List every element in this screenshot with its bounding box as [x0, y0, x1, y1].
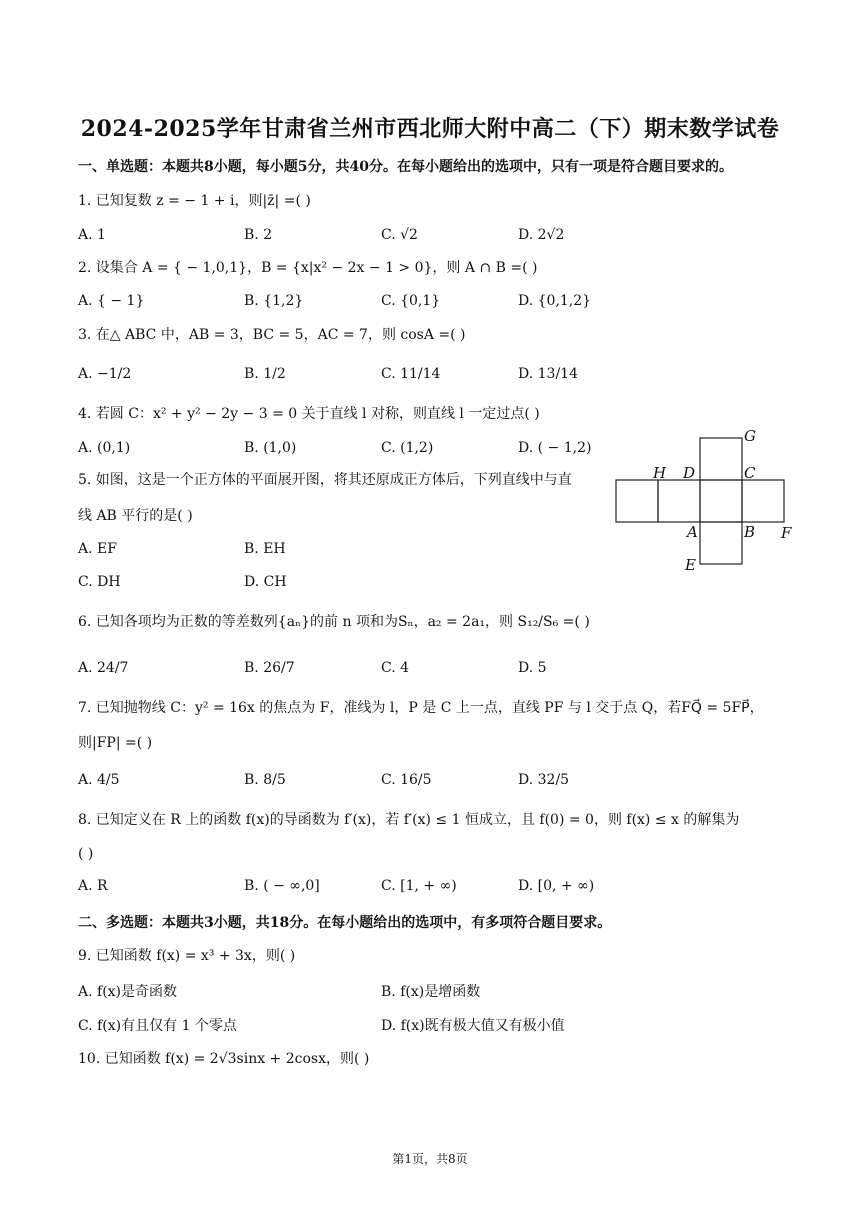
page-footer: 第1页，共8页 [392, 1152, 468, 1166]
q5-option-a: A. EF [78, 541, 117, 557]
question-7-line1: 7. 已知抛物线 C：y² = 16x 的焦点为 F，准线为 l，P 是 C 上一点，直线 PF 与 l 交于点 Q，若FQ⃗ = 5FP⃗， [78, 700, 764, 716]
question-10: 10. 已知函数 f(x) = 2√3sinx + 2cosx，则( ) [78, 1051, 370, 1067]
question-7-line2: 则|FP| =( ) [78, 735, 153, 751]
label-d: D [683, 464, 696, 482]
question-5-line2: 线 AB 平行的是( ) [78, 508, 193, 524]
q9-option-b: B. f(x)是增函数 [381, 984, 481, 1000]
label-b: B [744, 523, 756, 541]
q1-option-c: C. √2 [381, 227, 418, 243]
question-1: 1. 已知复数 z = − 1 + i，则|z̄| =( ) [78, 193, 311, 209]
q9-option-c: C. f(x)有且仅有 1 个零点 [78, 1018, 237, 1034]
net-square-4 [742, 480, 784, 522]
q8-option-d: D. [0, + ∞) [518, 878, 595, 894]
q2-option-c: C. {0,1} [381, 293, 441, 309]
net-square-2 [658, 480, 700, 522]
q5-option-b: B. EH [244, 541, 286, 557]
q8-option-a: A. R [78, 878, 108, 894]
q3-option-d: D. 13/14 [518, 366, 578, 382]
q6-option-a: A. 24/7 [78, 660, 129, 676]
net-square-3 [700, 480, 742, 522]
q6-option-d: D. 5 [518, 660, 547, 676]
q4-option-a: A. (0,1) [78, 440, 131, 456]
q5-option-c: C. DH [78, 574, 121, 590]
page-title: 2024-2025学年甘肃省兰州市西北师大附中高二（下）期末数学试卷 [80, 116, 780, 142]
q6-option-c: C. 4 [381, 660, 410, 676]
q8-option-c: C. [1, + ∞) [381, 878, 457, 894]
net-square-top [700, 438, 742, 480]
question-6: 6. 已知各项均为正数的等差数列{aₙ}的前 n 项和为Sₙ，a₂ = 2a₁，则 S₁₂/S₆ =( ) [78, 614, 590, 630]
q7-option-b: B. 8/5 [244, 772, 286, 788]
q7-option-a: A. 4/5 [78, 772, 120, 788]
q4-option-c: C. (1,2) [381, 440, 434, 456]
q3-option-a: A. −1/2 [78, 366, 132, 382]
label-a: A [687, 523, 698, 541]
q9-option-d: D. f(x)既有极大值又有极小值 [381, 1018, 565, 1034]
q8-option-b: B. ( − ∞,0] [244, 878, 320, 894]
question-2: 2. 设集合 A = { − 1,0,1}，B = {x|x² − 2x − 1 > 0}，则 A ∩ B =( ) [78, 260, 538, 276]
net-square-1 [616, 480, 658, 522]
q3-option-c: C. 11/14 [381, 366, 441, 382]
q1-option-b: B. 2 [244, 227, 273, 243]
q2-option-a: A. { − 1} [78, 293, 145, 309]
q7-option-d: D. 32/5 [518, 772, 570, 788]
q1-option-a: A. 1 [78, 227, 106, 243]
q2-option-b: B. {1,2} [244, 293, 304, 309]
q2-option-d: D. {0,1,2} [518, 293, 592, 309]
q4-option-d: D. ( − 1,2) [518, 440, 592, 456]
section-multi-choice: 二、多选题：本题共3小题，共18分。在每小题给出的选项中，有多项符合题目要求。 [78, 915, 612, 931]
q5-option-d: D. CH [244, 574, 287, 590]
label-e: E [685, 556, 696, 574]
q7-option-c: C. 16/5 [381, 772, 432, 788]
cube-net-figure [605, 425, 805, 575]
q1-option-d: D. 2√2 [518, 227, 565, 243]
question-8-line1: 8. 已知定义在 R 上的函数 f(x)的导函数为 f′(x)，若 f′(x) ≤ 1 恒成立，且 f(0) = 0，则 f(x) ≤ x 的解集为 [78, 812, 740, 828]
question-3: 3. 在△ ABC 中，AB = 3，BC = 5，AC = 7，则 cosA =( ) [78, 327, 466, 343]
question-8-line2: ( ) [78, 846, 94, 862]
question-5-line1: 5. 如图，这是一个正方体的平面展开图，将其还原成正方体后，下列直线中与直 [78, 472, 572, 488]
question-4: 4. 若圆 C：x² + y² − 2y − 3 = 0 关于直线 l 对称，则直线 l 一定过点( ) [78, 406, 540, 422]
q9-option-a: A. f(x)是奇函数 [78, 984, 178, 1000]
q3-option-b: B. 1/2 [244, 366, 286, 382]
label-g: G [744, 427, 756, 445]
label-f: F [781, 524, 792, 542]
net-square-bottom [700, 522, 742, 564]
label-c: C [744, 464, 756, 482]
q6-option-b: B. 26/7 [244, 660, 295, 676]
question-9: 9. 已知函数 f(x) = x³ + 3x，则( ) [78, 948, 296, 964]
label-h: H [653, 464, 667, 482]
q4-option-b: B. (1,0) [244, 440, 297, 456]
section-single-choice: 一、单选题：本题共8小题，每小题5分，共40分。在每小题给出的选项中，只有一项是符合题目要求的。 [78, 159, 733, 175]
